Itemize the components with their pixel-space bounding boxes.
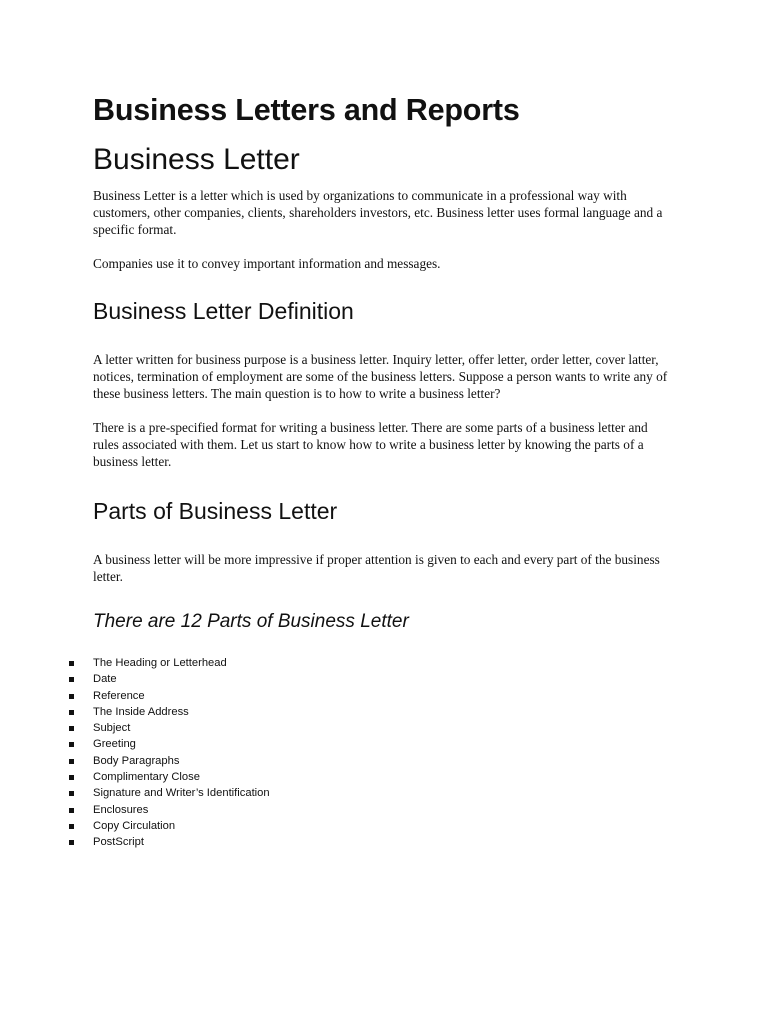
subheading-twelve-parts: There are 12 Parts of Business Letter xyxy=(93,611,409,632)
list-item: Enclosures xyxy=(93,802,676,818)
list-item: Signature and Writer’s Identification xyxy=(93,785,676,801)
paragraph-parts-intro: A business letter will be more impressive if proper attention is given to each and every part of the business letter. xyxy=(93,552,660,584)
square-bullet-icon xyxy=(69,808,74,813)
list-item: Greeting xyxy=(93,736,676,752)
list-item: Copy Circulation xyxy=(93,818,676,834)
square-bullet-icon xyxy=(69,840,74,845)
list-item: Subject xyxy=(93,720,676,736)
parts-list xyxy=(93,655,676,851)
heading-parts-of-business-letter: Parts of Business Letter xyxy=(93,498,338,524)
paragraph-definition-2: There is a pre-specified format for writing a business letter. There are some parts of a business letter and rules associated with them. Let us start to know how to write a business letter by knowing the parts of a business letter. xyxy=(93,420,648,469)
square-bullet-icon xyxy=(69,694,74,699)
list-item: Body Paragraphs xyxy=(93,753,676,769)
square-bullet-icon xyxy=(69,775,74,780)
square-bullet-icon xyxy=(69,710,74,715)
square-bullet-icon xyxy=(69,677,74,682)
list-item: PostScript xyxy=(93,834,676,850)
square-bullet-icon xyxy=(69,726,74,731)
square-bullet-icon xyxy=(69,661,74,666)
list-item: Complimentary Close xyxy=(93,769,676,785)
square-bullet-icon xyxy=(69,759,74,764)
list-item: Date xyxy=(93,671,676,687)
paragraph-business-letter-intro: Business Letter is a letter which is used by organizations to communicate in a professional way with customers, other companies, clients, shareholders investors, etc. Business letter uses formal language and a specific format. xyxy=(93,188,663,237)
list-item: The Inside Address xyxy=(93,704,676,720)
list-item: Reference xyxy=(93,688,676,704)
square-bullet-icon xyxy=(69,742,74,747)
paragraph-definition-1: A letter written for business purpose is a business letter. Inquiry letter, offer letter, order letter, cover latter, notices, termination of employment are some of the business letters. Suppose a person wants to write any of these business letters. The main question is to how to write a business letter? xyxy=(93,352,668,401)
paragraph-business-letter-purpose: Companies use it to convey important information and messages. xyxy=(93,256,441,271)
square-bullet-icon xyxy=(69,824,74,829)
square-bullet-icon xyxy=(69,791,74,796)
list-item: The Heading or Letterhead xyxy=(93,655,676,671)
document-title: Business Letters and Reports xyxy=(93,93,520,127)
heading-business-letter: Business Letter xyxy=(93,143,300,176)
heading-business-letter-definition: Business Letter Definition xyxy=(93,298,354,324)
